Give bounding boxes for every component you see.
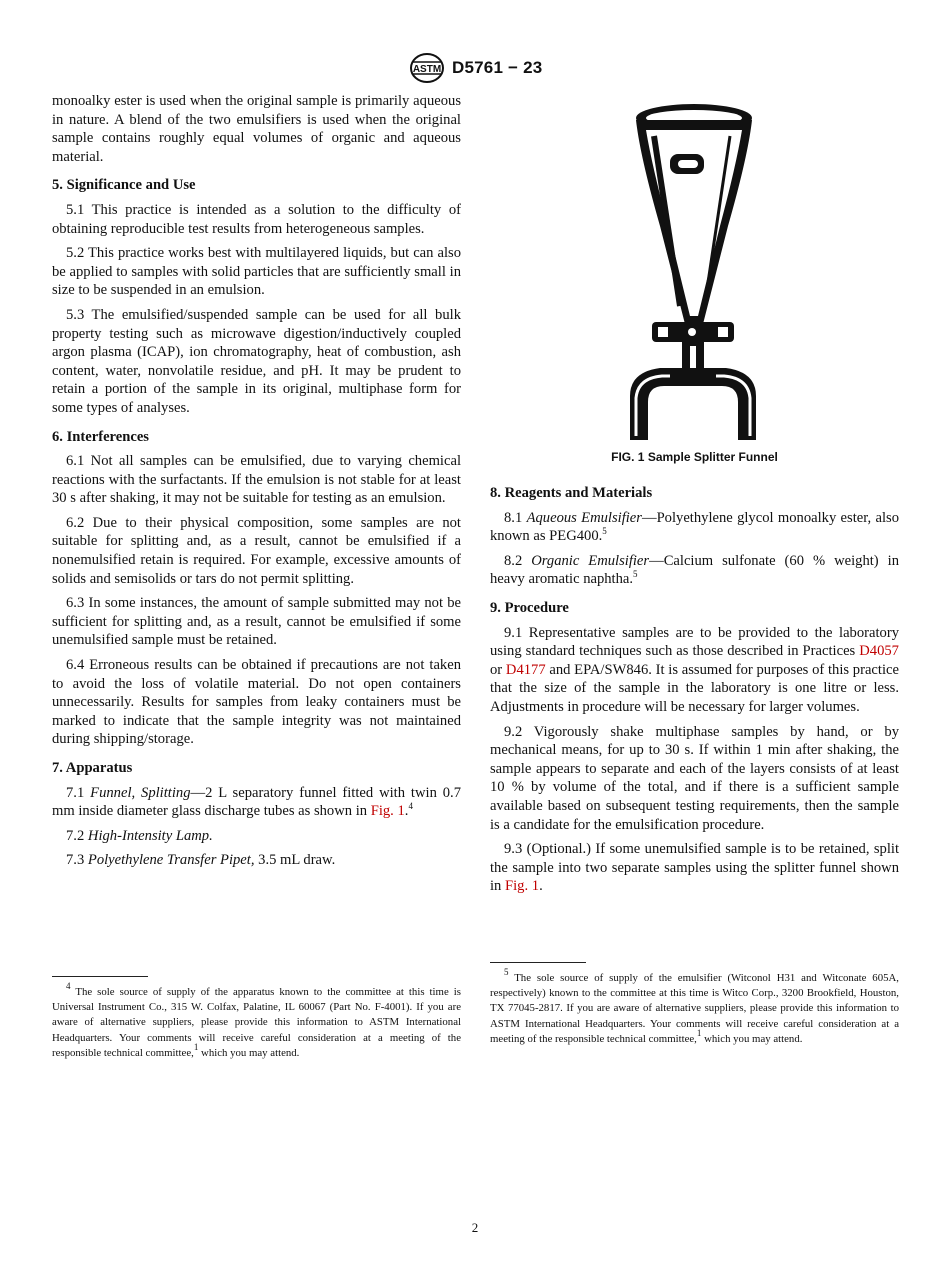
paragraph-7-3: 7.3 Polyethylene Transfer Pipet, 3.5 mL draw.: [66, 852, 336, 869]
intro-paragraph: monoalky ester is used when the original sample is primarily aqueous in nature. A blend of the two emulsifiers is used when the original sample contains roughly equal volumes of organic and aqueous material.: [52, 93, 461, 165]
paragraph-7-1: 7.1 Funnel, Splitting—2 L separatory funnel fitted with twin 0.7 mm inside diameter glass discharge tubes as shown in Fig. 1.$^4$: [52, 784, 461, 820]
footnote-rule-right: [490, 962, 586, 963]
term-transfer-pipet: Polyethylene Transfer Pipet,: [87, 852, 255, 869]
paragraph-9-3: 9.3 (Optional.) If some unemulsified sample is to be retained, split the sample into two separate samples using the splitter funnel shown in Fig. 1.: [490, 841, 899, 895]
paragraph-5-3: 5.3 The emulsified/suspended sample can be used for all bulk property testing such as microwave digestion/inductively coupled argon plasma (ICAP), ion chromatography, heat of combustion, ash content, water, nonvolatile residue, and pH. It may be prudent to retain a portion of the sample in its original, multiphase form for some types of analyses.: [52, 306, 461, 416]
section-7-heading: 7. Apparatus: [52, 760, 133, 776]
d4057-link[interactable]: D4057: [859, 643, 899, 660]
term-funnel-splitting: Funnel, Splitting: [90, 784, 191, 801]
right-column: [490, 484, 899, 902]
paragraph-6-3: 6.3 In some instances, the amount of sample submitted may not be sufficient for splitting and, as a result, cannot be emulsified if some unemulsified sample must be retained.: [52, 595, 461, 649]
page-number: 2: [471, 1220, 479, 1235]
section-5-heading: 5. Significance and Use: [52, 177, 196, 194]
paragraph-6-1: 6.1 Not all samples can be emulsified, due to varying chemical reactions with the surfactants. If the emulsion is not stable for at least 30 s after shaking, it may not be suitable for testing as an emulsion.: [52, 453, 461, 507]
section-9-heading: 9. Procedure: [490, 599, 569, 616]
paragraph-8-1: 8.1 Aqueous Emulsifier—Polyethylene glycol monoalky ester, also known as PEG400.$^5$: [490, 509, 899, 545]
paragraph-6-4: 6.4 Erroneous results can be obtained if precautions are not taken to avoid the loss of volatile material. Do not open containers unnecessarily. Results for samples from leaky containers must be marked to indicate that the sample integrity was not maintained during shipping/storage.: [52, 657, 461, 748]
section-8-heading: 8. Reagents and Materials: [490, 485, 653, 501]
paragraph-9-2: 9.2 Vigorously shake multiphase samples by hand, or by mechanical means, for up to 30 s. If within 1 min after shaking, the sample appears to separate and each of the layers consists of at least 10 % by volume of the total, and if there is a sufficient sample available based on subsequent testing requirements, then the sample is a candidate for the emulsification procedure.: [490, 723, 899, 833]
section-6-heading: 6. Interferences: [52, 428, 149, 445]
footnote-ref-4[interactable]: 4: [408, 801, 413, 812]
paragraph-6-2: 6.2 Due to their physical composition, some samples are not suitable for splitting and, as a result, cannot be emulsified if a nonemulsified retain is required. For example, excessive amounts of solids and semisolids or tars do not permit splitting.: [52, 514, 461, 587]
footnote-ref-5a[interactable]: 5: [602, 526, 607, 537]
footnote-rule-left: [52, 976, 148, 977]
splitter-funnel-figure: [610, 96, 770, 448]
footnote-5: $^5$ The sole source of supply of the emulsifier (Witconol H31 and Witconate 605A, respectively) known to the committee at this time is Witco Corp., 3200 Brookfield, Houston, TX 77045-2817. If you are aware of alternative suppliers, please provide this information to ASTM International Headquarters. Your comments will receive careful consideration at a meeting of the responsible technical committee,$^1$ which you may attend.: [490, 967, 899, 1045]
paragraph-9-1: 9.1 Representative samples are to be provided to the laboratory using standard techniques such as those described in Practices D4057 or D4177 and EPA/SW846. It is assumed for purposes of this practice that the size of the sample in the laboratory is one litre or less. Adjustments in procedure will be necessary for larger volumes.: [490, 624, 899, 715]
footnote-4: $^4$ The sole source of supply of the apparatus known to the committee at this time is Universal Instrument Co., 315 W. Colfax, Palatine, IL 60067 (Part No. F-4001). If you are aware of alternative suppliers, please provide this information to ASTM International Headquarters. Your comments will receive careful consideration at a meeting of the responsible technical committee,$^1$ which you may attend.: [52, 981, 461, 1059]
astm-logo-icon: [409, 52, 445, 84]
fig-1-link[interactable]: Fig. 1: [370, 803, 405, 820]
figure-caption: FIG. 1 Sample Splitter Funnel: [611, 450, 778, 464]
d4177-link[interactable]: D4177: [505, 661, 546, 678]
left-column: [52, 92, 461, 876]
term-high-intensity-lamp: High-Intensity Lamp.: [87, 827, 213, 844]
paragraph-8-2: 8.2 Organic Emulsifier—Calcium sulfonate (60 % weight) in heavy aromatic naphtha.$^5$: [490, 552, 899, 588]
term-aqueous-emulsifier: Aqueous Emulsifier: [526, 509, 642, 526]
paragraph-5-2: 5.2 This practice works best with multilayered liquids, but can also be applied to samples with solid particles that are sufficiently small in size to be suspended in an emulsion.: [52, 245, 461, 299]
footnote-ref-5b[interactable]: 5: [633, 569, 638, 580]
svg-text:ASTM: ASTM: [412, 64, 442, 75]
paragraph-5-1: 5.1 This practice is intended as a solution to the difficulty of obtaining reproducible test results from heterogeneous samples.: [52, 201, 461, 237]
standard-designation: D5761 − 23: [452, 58, 543, 77]
term-organic-emulsifier: Organic Emulsifier: [531, 552, 650, 569]
paragraph-7-2: 7.2 High-Intensity Lamp.: [66, 827, 213, 844]
fig-1-link-2[interactable]: Fig. 1: [505, 878, 540, 895]
